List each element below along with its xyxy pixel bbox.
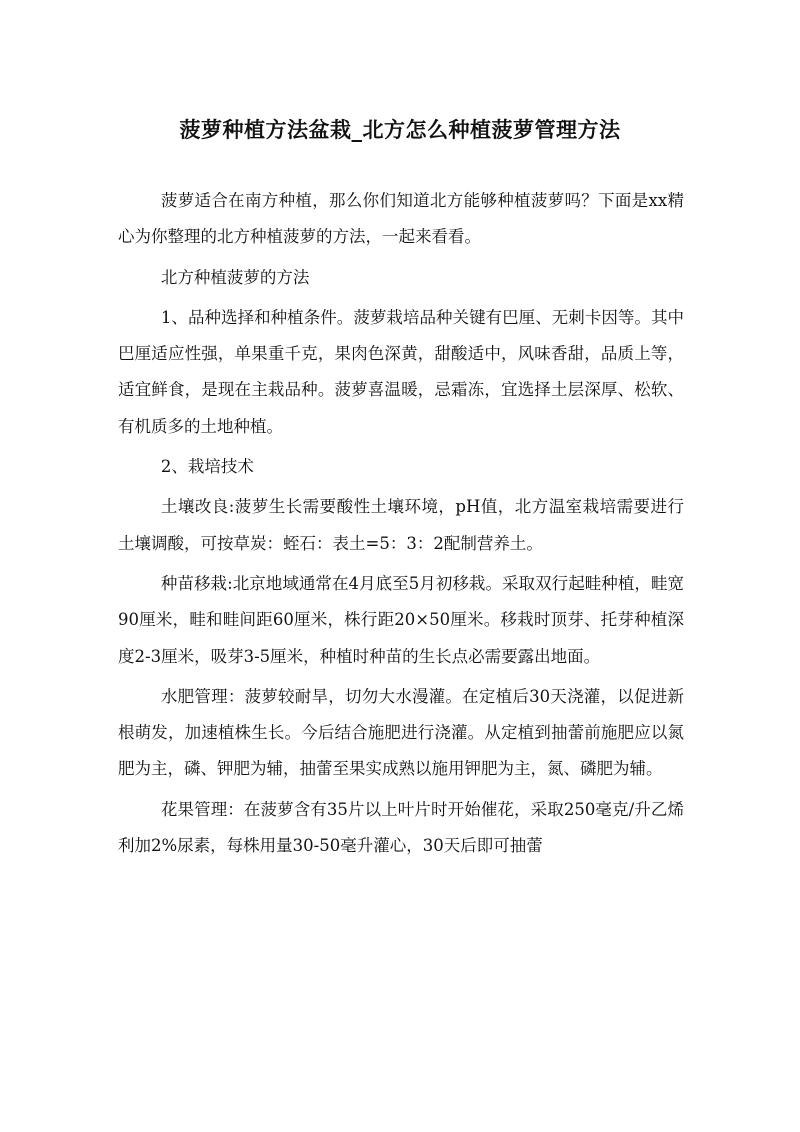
paragraph-water-fertilizer: 水肥管理：菠萝较耐旱，切勿大水漫灌。在定植后30天浇灌，以促进新根萌发，加速植株生长。今后结合施肥进行浇灌。从定植到抽蕾前施肥应以氮肥为主，磷、钾肥为辅，抽蕾至果实成熟以施用钾肥为主，氮、磷肥为辅。 xyxy=(118,686,684,779)
paragraph-variety-selection: 1、品种选择和种植条件。菠萝栽培品种关键有巴厘、无刺卡因等。其中巴厘适应性强，单果重千克，果肉色深黄，甜酸适中，风味香甜，品质上等，适宜鲜食，是现在主栽品种。菠萝喜温暖，忌霜冻，宜选择土层深厚、松软、有机质多的土地种植。 xyxy=(118,307,684,436)
intro-paragraph: 菠萝适合在南方种植，那么你们知道北方能够种植菠萝吗？下面是xx精心为你整理的北方种植菠萝的方法，一起来看看。 xyxy=(118,191,684,247)
document-title: 菠萝种植方法盆栽_北方怎么种植菠萝管理方法 xyxy=(179,117,621,143)
section-heading-cultivation: 2、栽培技术 xyxy=(160,457,254,477)
paragraph-seedling-transplant: 种苗移栽:北京地域通常在4月底至5月初移栽。采取双行起畦种植，畦宽90厘米，畦和畦间距60厘米，株行距20×50厘米。移栽时顶芽、托芽种植深度2-3厘米，吸芽3-5厘米，种植时种苗的生长点必需要露出地面。 xyxy=(118,573,684,666)
document-body xyxy=(118,183,684,864)
paragraph-flower-fruit: 花果管理：在菠萝含有35片以上叶片时开始催花，采取250毫克/升乙烯利加2%尿素，每株用量30-50毫升灌心，30天后即可抽蕾 xyxy=(118,799,684,856)
paragraph-soil-improvement: 土壤改良:菠萝生长需要酸性土壤环境，pH值，北方温室栽培需要进行土壤调酸，可按草炭：蛭石：表土=5：3：2配制营养土。 xyxy=(118,497,684,553)
section-heading-methods: 北方种植菠萝的方法 xyxy=(160,267,310,287)
